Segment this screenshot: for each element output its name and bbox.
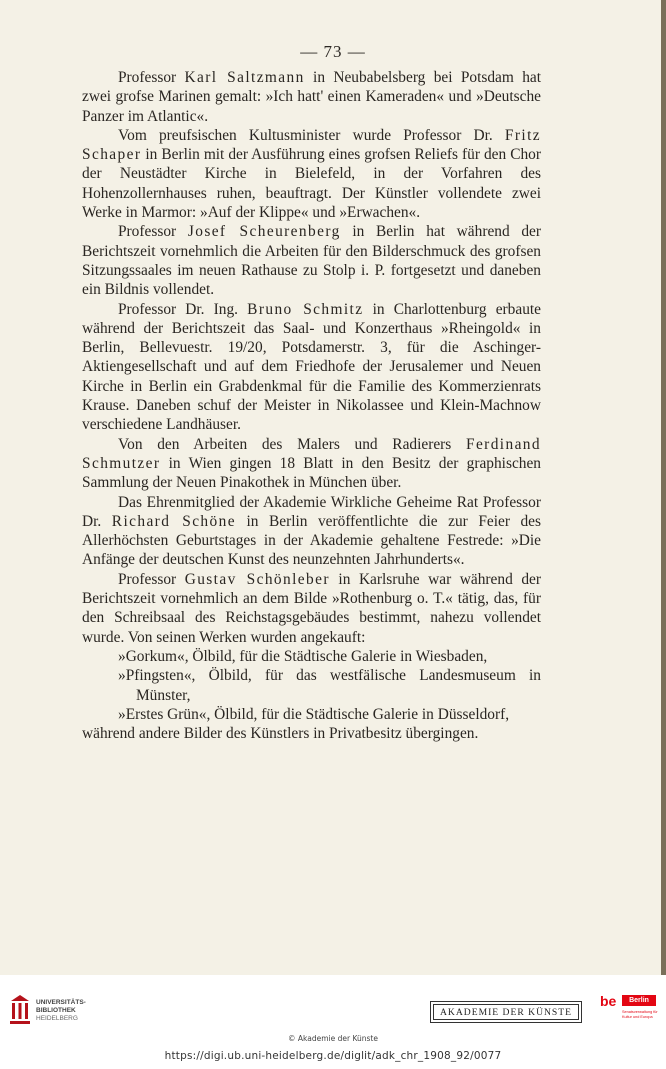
list-item: »Erstes Grün«, Ölbild, für die Städtische Galerie in Düsseldorf,	[118, 705, 510, 723]
berlin-mark: be	[600, 993, 617, 1009]
text-segment: Professor	[118, 570, 185, 588]
akademie-logo[interactable]	[430, 1001, 582, 1023]
text-segment: in Neubabelsberg bei Potsdam hat zwei grofse Marinen gemalt: »Ich hatt' einen Kameraden« und »Deutsche Panzer im Atlantic«.	[82, 69, 541, 125]
page-number: — 73 —	[300, 42, 366, 61]
artist-name: Josef Scheurenberg	[187, 223, 341, 241]
artist-name: Karl Saltzmann	[184, 69, 305, 86]
closing-line: während andere Bilder des Künstlers in Privatbesitz übergingen.	[82, 725, 479, 743]
text-segment: Professor	[118, 69, 185, 86]
text-segment: Professor	[118, 223, 188, 241]
source-url-link[interactable]: https://digi.ub.uni-heidelberg.de/diglit/adk_chr_1908_92/0077	[164, 1050, 502, 1062]
text-segment: in Wien gingen 18 Blatt in den Besitz der graphischen Sammlung der Neuen Pinakothek in München über.	[82, 454, 541, 492]
text-segment: Professor Dr. Ing.	[118, 300, 248, 318]
text-segment: in Charlottenburg erbaute während der Berichtszeit das Saal- und Konzerthaus »Rheingold« in Berlin, Bellevuestr. 19/20, Potsdamerstr. 3, für die Aschinger-Aktiengesellschaft und auf dem Friedhofe der Jerusalemer und Neuen Kirche in Berlin ein Grabdenkmal für die Familie des Kommerzienrats Krause. Daneben schuf der Meister in Nikolassee und Klein-Machnow verschiedene Landhäuser.	[82, 300, 542, 434]
berlin-subtitle: Senatsverwaltung für Kultur und Europa	[622, 1010, 658, 1019]
ub-line: HEIDELBERG	[36, 1015, 78, 1022]
ub-line: UNIVERSITÄTS-	[36, 999, 86, 1006]
text-segment: Von den Arbeiten des Malers und Radierers	[118, 435, 466, 453]
footer	[0, 975, 666, 1069]
university-library-logo-icon[interactable]	[8, 993, 32, 1027]
text-segment: in Berlin veröffentlichte die zur Feier des Allerhöchsten Geburtstages in der Akademie gehaltene Festrede: »Die Anfänge der deutschen Kunst des neunzehnten Jahrhunderts«.	[82, 512, 542, 569]
artist-name: Bruno Schmitz	[247, 300, 364, 318]
berlin-senate-logo[interactable]	[600, 993, 658, 1031]
text-segment: in Berlin mit der Ausführung eines grofsen Reliefs für den Chor der Neustädter Kirche in Bielefeld, in der Vorfahren des Hohenzollernhauses ruhen, beauftragt. Der Künstler vollendete zwei Werke in Marmor: »Auf der Klippe« und »Erwachen«.	[82, 146, 541, 222]
artist-name: Richard Schöne	[111, 512, 236, 530]
text-segment: in Karlsruhe war während der Berichtszeit vornehmlich an dem Bilde »Rothenburg o. T.« tätig, das, für den Schreibsaal des Reichstagsgebäudes bestimmt, nahezu vollendet wurde. Von seinen Werken wurden angekauft:	[82, 570, 541, 646]
artist-name: Fritz Schaper	[82, 126, 541, 164]
text-segment: in Berlin hat während der Berichtszeit vornehmlich die Arbeiten für den Bilderschmuck des grofsen Sitzungssaales im neuen Rathause zu Stolp i. P. fortgesetzt und daneben ein Bildnis vollendet.	[82, 223, 542, 299]
paragraph-schmitz	[82, 300, 541, 435]
acquisitions-list	[82, 647, 541, 724]
paragraph-schaper	[82, 126, 541, 222]
berlin-box-label: Berlin	[622, 995, 656, 1006]
artist-name: Ferdinand Schmutzer	[82, 435, 541, 472]
university-library-name[interactable]	[36, 999, 86, 1023]
paragraph-schmutzer	[82, 435, 541, 493]
paragraph-schoene	[82, 493, 541, 570]
body-text	[82, 68, 541, 743]
page-edge	[661, 0, 666, 975]
paragraph-saltzmann	[82, 68, 541, 126]
copyright-notice: © Akademie der Künste	[288, 1034, 378, 1043]
text-segment: Das Ehrenmitglied der Akademie Wirkliche Geheime Rat Professor Dr.	[82, 493, 541, 530]
paragraph-schoenleber	[82, 570, 541, 647]
ub-line: BIBLIOTHEK	[36, 1007, 76, 1014]
paragraph-scheurenberg	[82, 222, 541, 299]
akademie-label: AKADEMIE DER KÜNSTE	[433, 1004, 579, 1020]
text-segment: Vom preufsischen Kultusminister wurde Professor Dr.	[118, 126, 505, 144]
artist-name: Gustav Schönleber	[184, 570, 330, 588]
list-item: »Pfingsten«, Ölbild, für das westfälische Landesmuseum in Münster,	[118, 667, 541, 704]
list-item: »Gorkum«, Ölbild, für die Städtische Galerie in Wiesbaden,	[118, 647, 488, 665]
